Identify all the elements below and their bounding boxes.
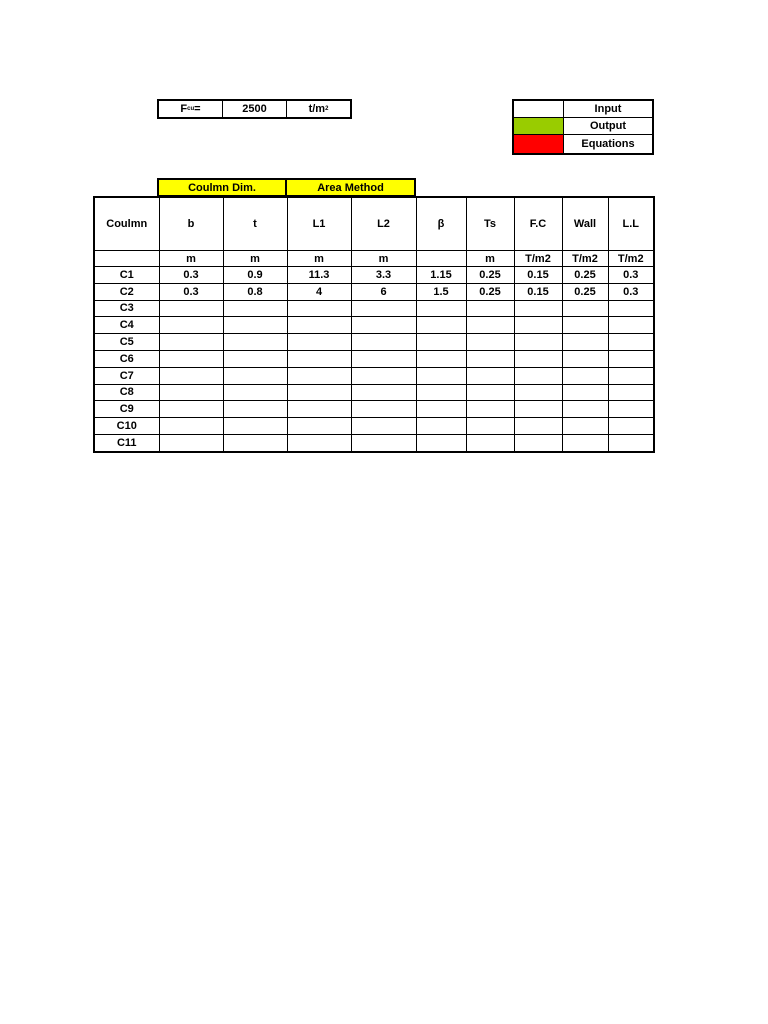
cell-wall[interactable]: 0.25 <box>562 267 608 284</box>
cell-l1[interactable] <box>287 418 351 435</box>
cell-coulmn <box>94 251 159 267</box>
cell-b[interactable] <box>159 434 223 451</box>
fcu-label-main: F <box>180 103 188 115</box>
cell-b[interactable]: 0.3 <box>159 283 223 300</box>
cell-b: m <box>159 251 223 267</box>
cell-l2[interactable] <box>351 434 416 451</box>
legend-label-input: Input <box>594 103 622 115</box>
cell-coulmn: C9 <box>94 401 159 418</box>
table-row <box>94 283 654 300</box>
cell-beta[interactable] <box>416 384 466 401</box>
cell-beta[interactable] <box>416 300 466 317</box>
cell-ts[interactable]: 0.25 <box>466 283 514 300</box>
cell-l1[interactable] <box>287 434 351 451</box>
cell-fc[interactable] <box>514 401 562 418</box>
cell-fc[interactable] <box>514 418 562 435</box>
columns-table <box>93 196 655 453</box>
cell-t: m <box>223 251 287 267</box>
legend-row-output <box>514 118 652 135</box>
cell-wall[interactable]: 0.25 <box>562 283 608 300</box>
fcu-box <box>157 99 352 119</box>
cell-b[interactable] <box>159 317 223 334</box>
cell-ll[interactable] <box>608 401 654 418</box>
table-row <box>94 267 654 284</box>
cell-ts[interactable] <box>466 317 514 334</box>
cell-l2[interactable] <box>351 334 416 351</box>
cell-coulmn: C6 <box>94 350 159 367</box>
header-row <box>94 197 654 251</box>
cell-wall[interactable] <box>562 350 608 367</box>
cell-coulmn: C7 <box>94 367 159 384</box>
legend-row-equations <box>514 135 652 153</box>
fcu-unit <box>287 101 350 117</box>
cell-beta[interactable]: 1.5 <box>416 283 466 300</box>
cell-l1[interactable] <box>287 401 351 418</box>
cell-t[interactable] <box>223 334 287 351</box>
cell-beta[interactable] <box>416 434 466 451</box>
cell-ll[interactable] <box>608 367 654 384</box>
fcu-label-sub: cu <box>187 106 195 112</box>
cell-t[interactable] <box>223 300 287 317</box>
fcu-value[interactable]: 2500 <box>223 101 287 117</box>
legend-label-equations: Equations <box>581 138 635 150</box>
table-row <box>94 401 654 418</box>
cell-wall: T/m2 <box>562 251 608 267</box>
cell-coulmn: C11 <box>94 434 159 451</box>
cell-l1[interactable] <box>287 367 351 384</box>
cell-ts[interactable] <box>466 434 514 451</box>
cell-ll[interactable]: 0.3 <box>608 283 654 300</box>
cell-ll[interactable] <box>608 300 654 317</box>
cell-b[interactable] <box>159 401 223 418</box>
cell-l1[interactable]: 11.3 <box>287 267 351 284</box>
table-row <box>94 434 654 451</box>
cell-fc: F.C <box>514 197 562 251</box>
cell-beta <box>416 251 466 267</box>
cell-wall: Wall <box>562 197 608 251</box>
cell-t[interactable] <box>223 434 287 451</box>
cell-b[interactable] <box>159 384 223 401</box>
cell-wall[interactable] <box>562 317 608 334</box>
fcu-unit-base: t/m <box>308 103 326 115</box>
cell-l2: m <box>351 251 416 267</box>
group-column-dim: Coulmn Dim. <box>159 180 287 195</box>
cell-wall[interactable] <box>562 367 608 384</box>
cell-ts[interactable] <box>466 334 514 351</box>
cell-t[interactable] <box>223 418 287 435</box>
cell-t[interactable]: 0.9 <box>223 267 287 284</box>
cell-fc[interactable] <box>514 350 562 367</box>
cell-l2[interactable] <box>351 401 416 418</box>
cell-l2[interactable] <box>351 300 416 317</box>
table-row <box>94 334 654 351</box>
cell-coulmn: C4 <box>94 317 159 334</box>
legend-swatch-equations <box>514 135 564 153</box>
cell-l2[interactable] <box>351 418 416 435</box>
cell-fc[interactable]: 0.15 <box>514 267 562 284</box>
cell-ts: m <box>466 251 514 267</box>
cell-l2[interactable] <box>351 384 416 401</box>
table-row <box>94 300 654 317</box>
cell-beta[interactable] <box>416 367 466 384</box>
cell-ll[interactable] <box>608 418 654 435</box>
cell-fc[interactable] <box>514 334 562 351</box>
fcu-label-eq: = <box>194 103 201 115</box>
cell-ll[interactable] <box>608 384 654 401</box>
cell-l1[interactable]: 4 <box>287 283 351 300</box>
cell-t[interactable] <box>223 401 287 418</box>
cell-ts[interactable] <box>466 384 514 401</box>
cell-t[interactable] <box>223 350 287 367</box>
cell-coulmn: C8 <box>94 384 159 401</box>
legend-swatch-output <box>514 118 564 134</box>
units-row <box>94 251 654 267</box>
legend-row-input <box>514 101 652 118</box>
cell-l2[interactable] <box>351 317 416 334</box>
cell-l2[interactable]: 3.3 <box>351 267 416 284</box>
cell-ll: L.L <box>608 197 654 251</box>
cell-b[interactable] <box>159 367 223 384</box>
cell-t[interactable] <box>223 317 287 334</box>
cell-fc[interactable] <box>514 384 562 401</box>
table-row <box>94 350 654 367</box>
cell-l1[interactable] <box>287 334 351 351</box>
group-header <box>157 178 416 197</box>
cell-beta[interactable] <box>416 317 466 334</box>
cell-fc[interactable]: 0.15 <box>514 283 562 300</box>
cell-coulmn: C3 <box>94 300 159 317</box>
cell-wall[interactable] <box>562 434 608 451</box>
color-legend <box>512 99 654 155</box>
legend-label-output: Output <box>589 120 627 132</box>
cell-l1[interactable] <box>287 300 351 317</box>
cell-beta[interactable] <box>416 350 466 367</box>
table-row <box>94 367 654 384</box>
cell-ll[interactable]: 0.3 <box>608 267 654 284</box>
cell-b[interactable] <box>159 418 223 435</box>
table-row <box>94 418 654 435</box>
cell-ll[interactable] <box>608 434 654 451</box>
fcu-unit-exp: 2 <box>325 106 329 112</box>
cell-beta: β <box>416 197 466 251</box>
cell-l2[interactable]: 6 <box>351 283 416 300</box>
cell-coulmn: C2 <box>94 283 159 300</box>
cell-ts[interactable] <box>466 300 514 317</box>
cell-b: b <box>159 197 223 251</box>
cell-fc[interactable] <box>514 317 562 334</box>
cell-coulmn: Coulmn <box>94 197 159 251</box>
cell-t[interactable] <box>223 384 287 401</box>
cell-l2[interactable] <box>351 367 416 384</box>
cell-wall[interactable] <box>562 334 608 351</box>
cell-l1: m <box>287 251 351 267</box>
cell-b[interactable]: 0.3 <box>159 267 223 284</box>
table-row <box>94 384 654 401</box>
fcu-label <box>159 101 223 117</box>
cell-l1: L1 <box>287 197 351 251</box>
cell-t[interactable] <box>223 367 287 384</box>
cell-beta[interactable]: 1.15 <box>416 267 466 284</box>
cell-wall[interactable] <box>562 401 608 418</box>
cell-ll: T/m2 <box>608 251 654 267</box>
table-row <box>94 317 654 334</box>
cell-wall[interactable] <box>562 384 608 401</box>
cell-fc[interactable] <box>514 300 562 317</box>
legend-swatch-input <box>514 101 564 117</box>
cell-l1[interactable] <box>287 384 351 401</box>
cell-t: t <box>223 197 287 251</box>
cell-l1[interactable] <box>287 350 351 367</box>
cell-b[interactable] <box>159 334 223 351</box>
cell-l2[interactable] <box>351 350 416 367</box>
cell-beta[interactable] <box>416 418 466 435</box>
cell-beta[interactable] <box>416 334 466 351</box>
cell-fc: T/m2 <box>514 251 562 267</box>
cell-coulmn: C5 <box>94 334 159 351</box>
cell-coulmn: C10 <box>94 418 159 435</box>
group-area-method: Area Method <box>317 181 384 194</box>
cell-ts[interactable] <box>466 350 514 367</box>
cell-ll[interactable] <box>608 350 654 367</box>
cell-t[interactable]: 0.8 <box>223 283 287 300</box>
cell-ll[interactable] <box>608 317 654 334</box>
cell-ts[interactable]: 0.25 <box>466 267 514 284</box>
cell-l1[interactable] <box>287 317 351 334</box>
cell-ts[interactable] <box>466 367 514 384</box>
cell-ts[interactable] <box>466 418 514 435</box>
cell-beta[interactable] <box>416 401 466 418</box>
cell-fc[interactable] <box>514 434 562 451</box>
cell-wall[interactable] <box>562 418 608 435</box>
cell-coulmn: C1 <box>94 267 159 284</box>
cell-b[interactable] <box>159 350 223 367</box>
cell-wall[interactable] <box>562 300 608 317</box>
cell-ts[interactable] <box>466 401 514 418</box>
cell-b[interactable] <box>159 300 223 317</box>
cell-fc[interactable] <box>514 367 562 384</box>
cell-l2: L2 <box>351 197 416 251</box>
cell-ll[interactable] <box>608 334 654 351</box>
cell-ts: Ts <box>466 197 514 251</box>
